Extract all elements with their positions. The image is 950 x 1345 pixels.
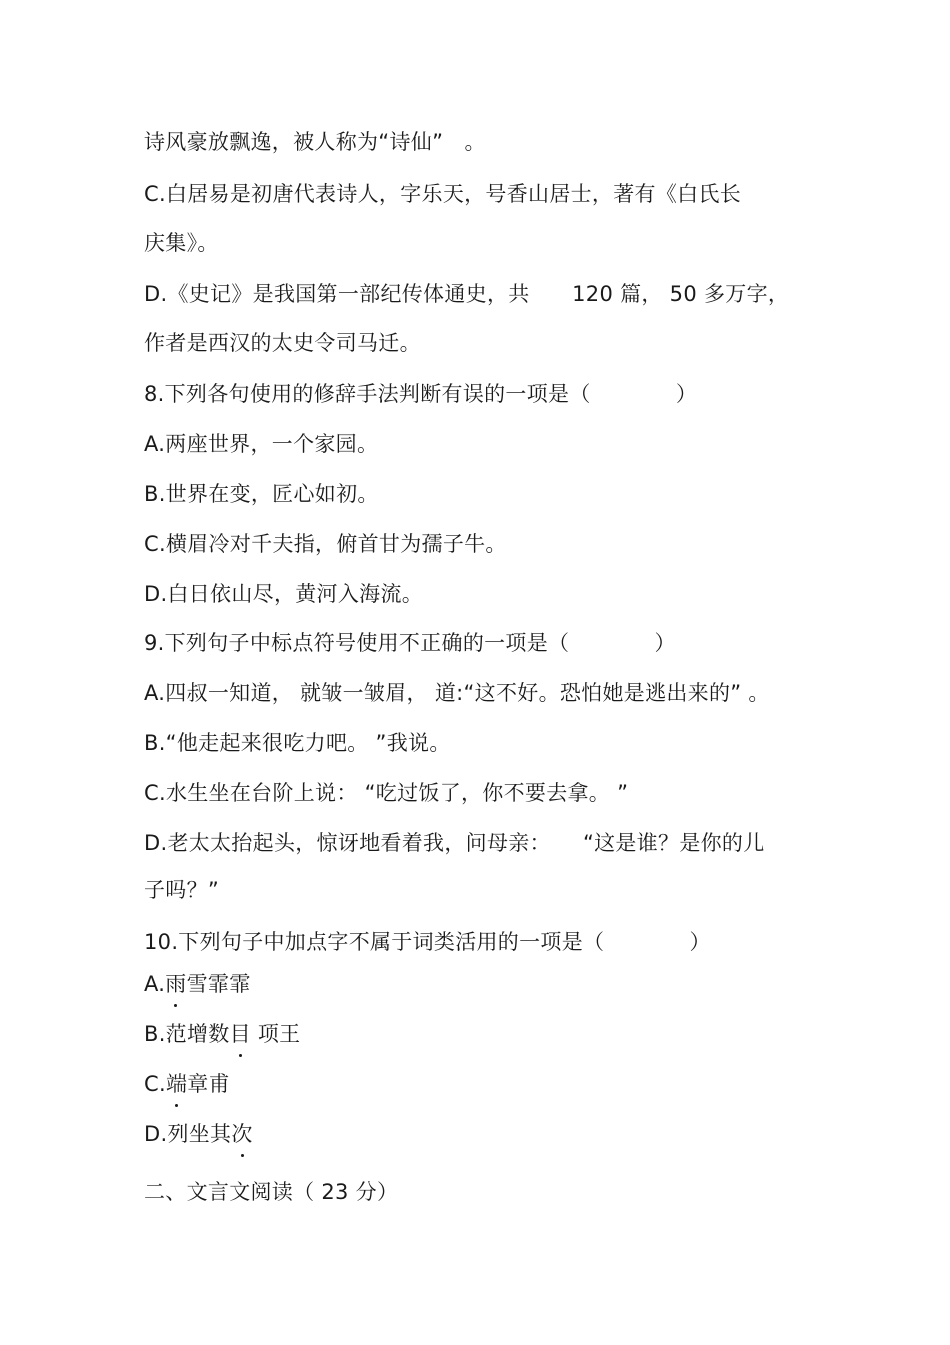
question-9: 9.下列句子中标点符号使用不正确的一项是（ ）: [144, 631, 676, 655]
option-b-q10: [144, 1020, 300, 1048]
option-c-q10: [144, 1070, 230, 1098]
question-10: 10.下列句子中加点字不属于词类活用的一项是（ ）: [144, 930, 711, 954]
option-suffix: 雪霏霏: [186, 972, 251, 996]
dotted-char: 目: [229, 1022, 251, 1046]
option-a-q9: A.四叔一知道， 就皱一皱眉， 道:“这不好。恐怕她是逃出来的” 。: [144, 681, 770, 705]
option-d-q7: D.《史记》是我国第一部纪传体通史，共 120 篇， 50 多万字，: [144, 282, 790, 306]
option-c-q9: C.水生坐在台阶上说： “吃过饭了，你不要去拿。 ”: [144, 781, 629, 805]
question-8: 8.下列各句使用的修辞手法判断有误的一项是（ ）: [144, 382, 698, 406]
text-line: 诗风豪放飘逸，被人称为“诗仙” 。: [144, 130, 486, 154]
option-prefix: A.: [144, 972, 166, 996]
option-b-q8: B.世界在变，匠心如初。: [144, 482, 379, 506]
text-line: 子吗？”: [144, 878, 220, 902]
option-suffix: 项王: [250, 1022, 301, 1046]
option-c-q8: C.横眉冷对千夫指，俯首甘为孺子牛。: [144, 532, 507, 556]
text-line: 庆集》。: [144, 231, 219, 255]
section-heading: 二、文言文阅读（ 23 分）: [144, 1180, 399, 1204]
dotted-char: 雨: [165, 972, 187, 996]
option-prefix: B.范增数: [144, 1022, 230, 1046]
text-line: 作者是西汉的太史令司马迁。: [144, 331, 421, 355]
option-prefix: C.: [144, 1072, 166, 1096]
option-d-q8: D.白日依山尽，黄河入海流。: [144, 582, 424, 606]
option-a-q8: A.两座世界，一个家园。: [144, 432, 379, 456]
option-d-q10: [144, 1120, 253, 1148]
option-prefix: D.列坐其: [144, 1122, 232, 1146]
dotted-char: 端: [165, 1072, 188, 1096]
option-c-q7: C.白居易是初唐代表诗人，字乐天，号香山居士，著有《白氏长: [144, 182, 742, 206]
option-suffix: 章甫: [187, 1072, 230, 1096]
dotted-char: 次: [231, 1122, 253, 1146]
option-b-q9: B.“他走起来很吃力吧。 ”我说。: [144, 731, 451, 755]
option-d-q9: D.老太太抬起头，惊讶地看着我，问母亲： “这是谁？是你的儿: [144, 831, 765, 855]
option-a-q10: [144, 970, 251, 998]
